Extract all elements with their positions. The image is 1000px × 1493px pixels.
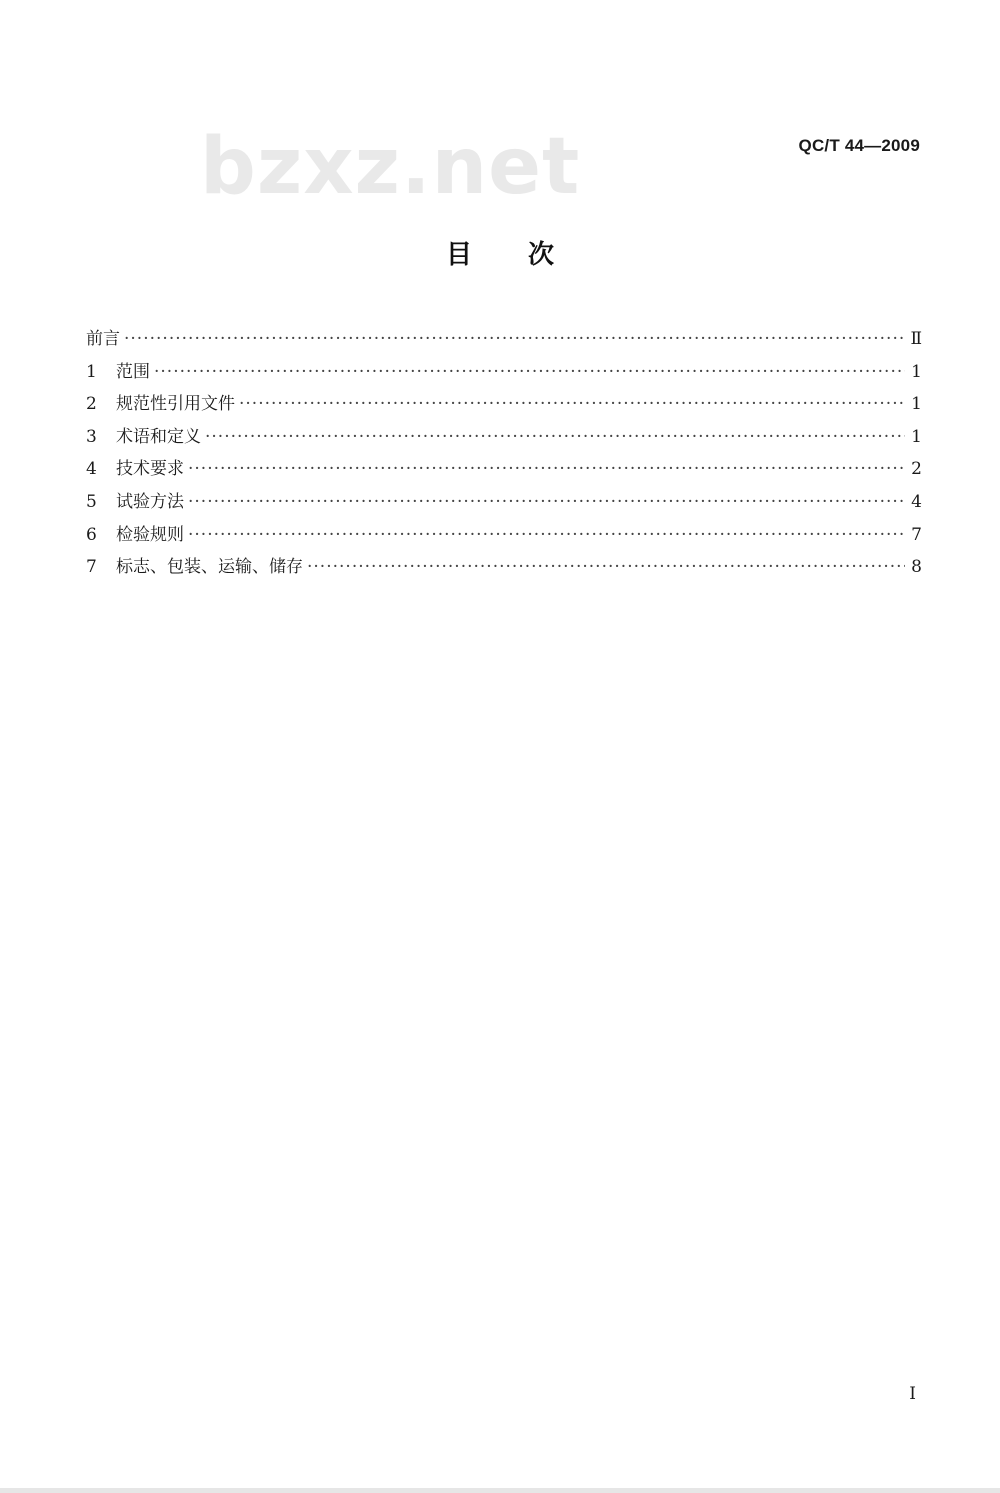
toc-entry-number: 6 — [86, 524, 97, 545]
toc-entry-label: 试验方法 — [116, 491, 184, 512]
leader-dots — [124, 329, 904, 349]
toc-entry-page: Ⅱ — [910, 329, 922, 349]
toc-entry-number: 4 — [86, 459, 97, 480]
toc-entry-scope[interactable] — [86, 357, 922, 390]
toc-entry-label: 规范性引用文件 — [116, 394, 235, 415]
toc-entry-page: 1 — [911, 361, 922, 382]
toc-entry-number: 1 — [86, 361, 97, 382]
toc-entry-number: 2 — [86, 394, 97, 415]
leader-dots — [188, 492, 905, 512]
toc-entry-page: 7 — [911, 524, 922, 545]
toc-entry-number: 7 — [86, 557, 97, 578]
watermark: bzxz.net — [200, 122, 581, 212]
toc-entry-page: 4 — [911, 491, 922, 512]
toc-entry-inspection-rules[interactable] — [86, 520, 922, 553]
page-number: Ⅰ — [909, 1384, 916, 1404]
toc-entry-label: 检验规则 — [116, 524, 184, 545]
toc-entry-page: 8 — [911, 557, 922, 578]
toc-entry-technical-requirements[interactable] — [86, 454, 922, 487]
toc-entry-label: 技术要求 — [116, 459, 184, 480]
table-of-contents — [86, 324, 922, 585]
toc-entry-page: 1 — [911, 426, 922, 447]
toc-entry-foreword[interactable] — [86, 324, 922, 357]
toc-entry-normative-references[interactable] — [86, 389, 922, 422]
leader-dots — [188, 525, 905, 545]
leader-dots — [239, 394, 905, 414]
standard-code: QC/T 44—2009 — [798, 136, 920, 155]
toc-entry-label: 范围 — [116, 361, 150, 382]
toc-entry-page: 1 — [911, 394, 922, 415]
toc-entry-test-methods[interactable] — [86, 487, 922, 520]
toc-title: 目次 — [445, 240, 610, 270]
leader-dots — [188, 459, 905, 479]
toc-entry-label: 术语和定义 — [116, 426, 201, 447]
toc-entry-marking-packaging[interactable] — [86, 552, 922, 585]
toc-entry-label: 标志、包装、运输、储存 — [116, 557, 303, 578]
leader-dots — [205, 427, 905, 447]
toc-entry-page: 2 — [911, 459, 922, 480]
toc-entry-number: 3 — [86, 426, 97, 447]
leader-dots — [307, 557, 905, 577]
toc-entry-label: 前言 — [86, 329, 120, 349]
toc-entry-number: 5 — [86, 491, 97, 512]
toc-entry-terms-definitions[interactable] — [86, 422, 922, 455]
page-bottom-edge — [0, 1488, 1000, 1493]
leader-dots — [154, 362, 905, 382]
